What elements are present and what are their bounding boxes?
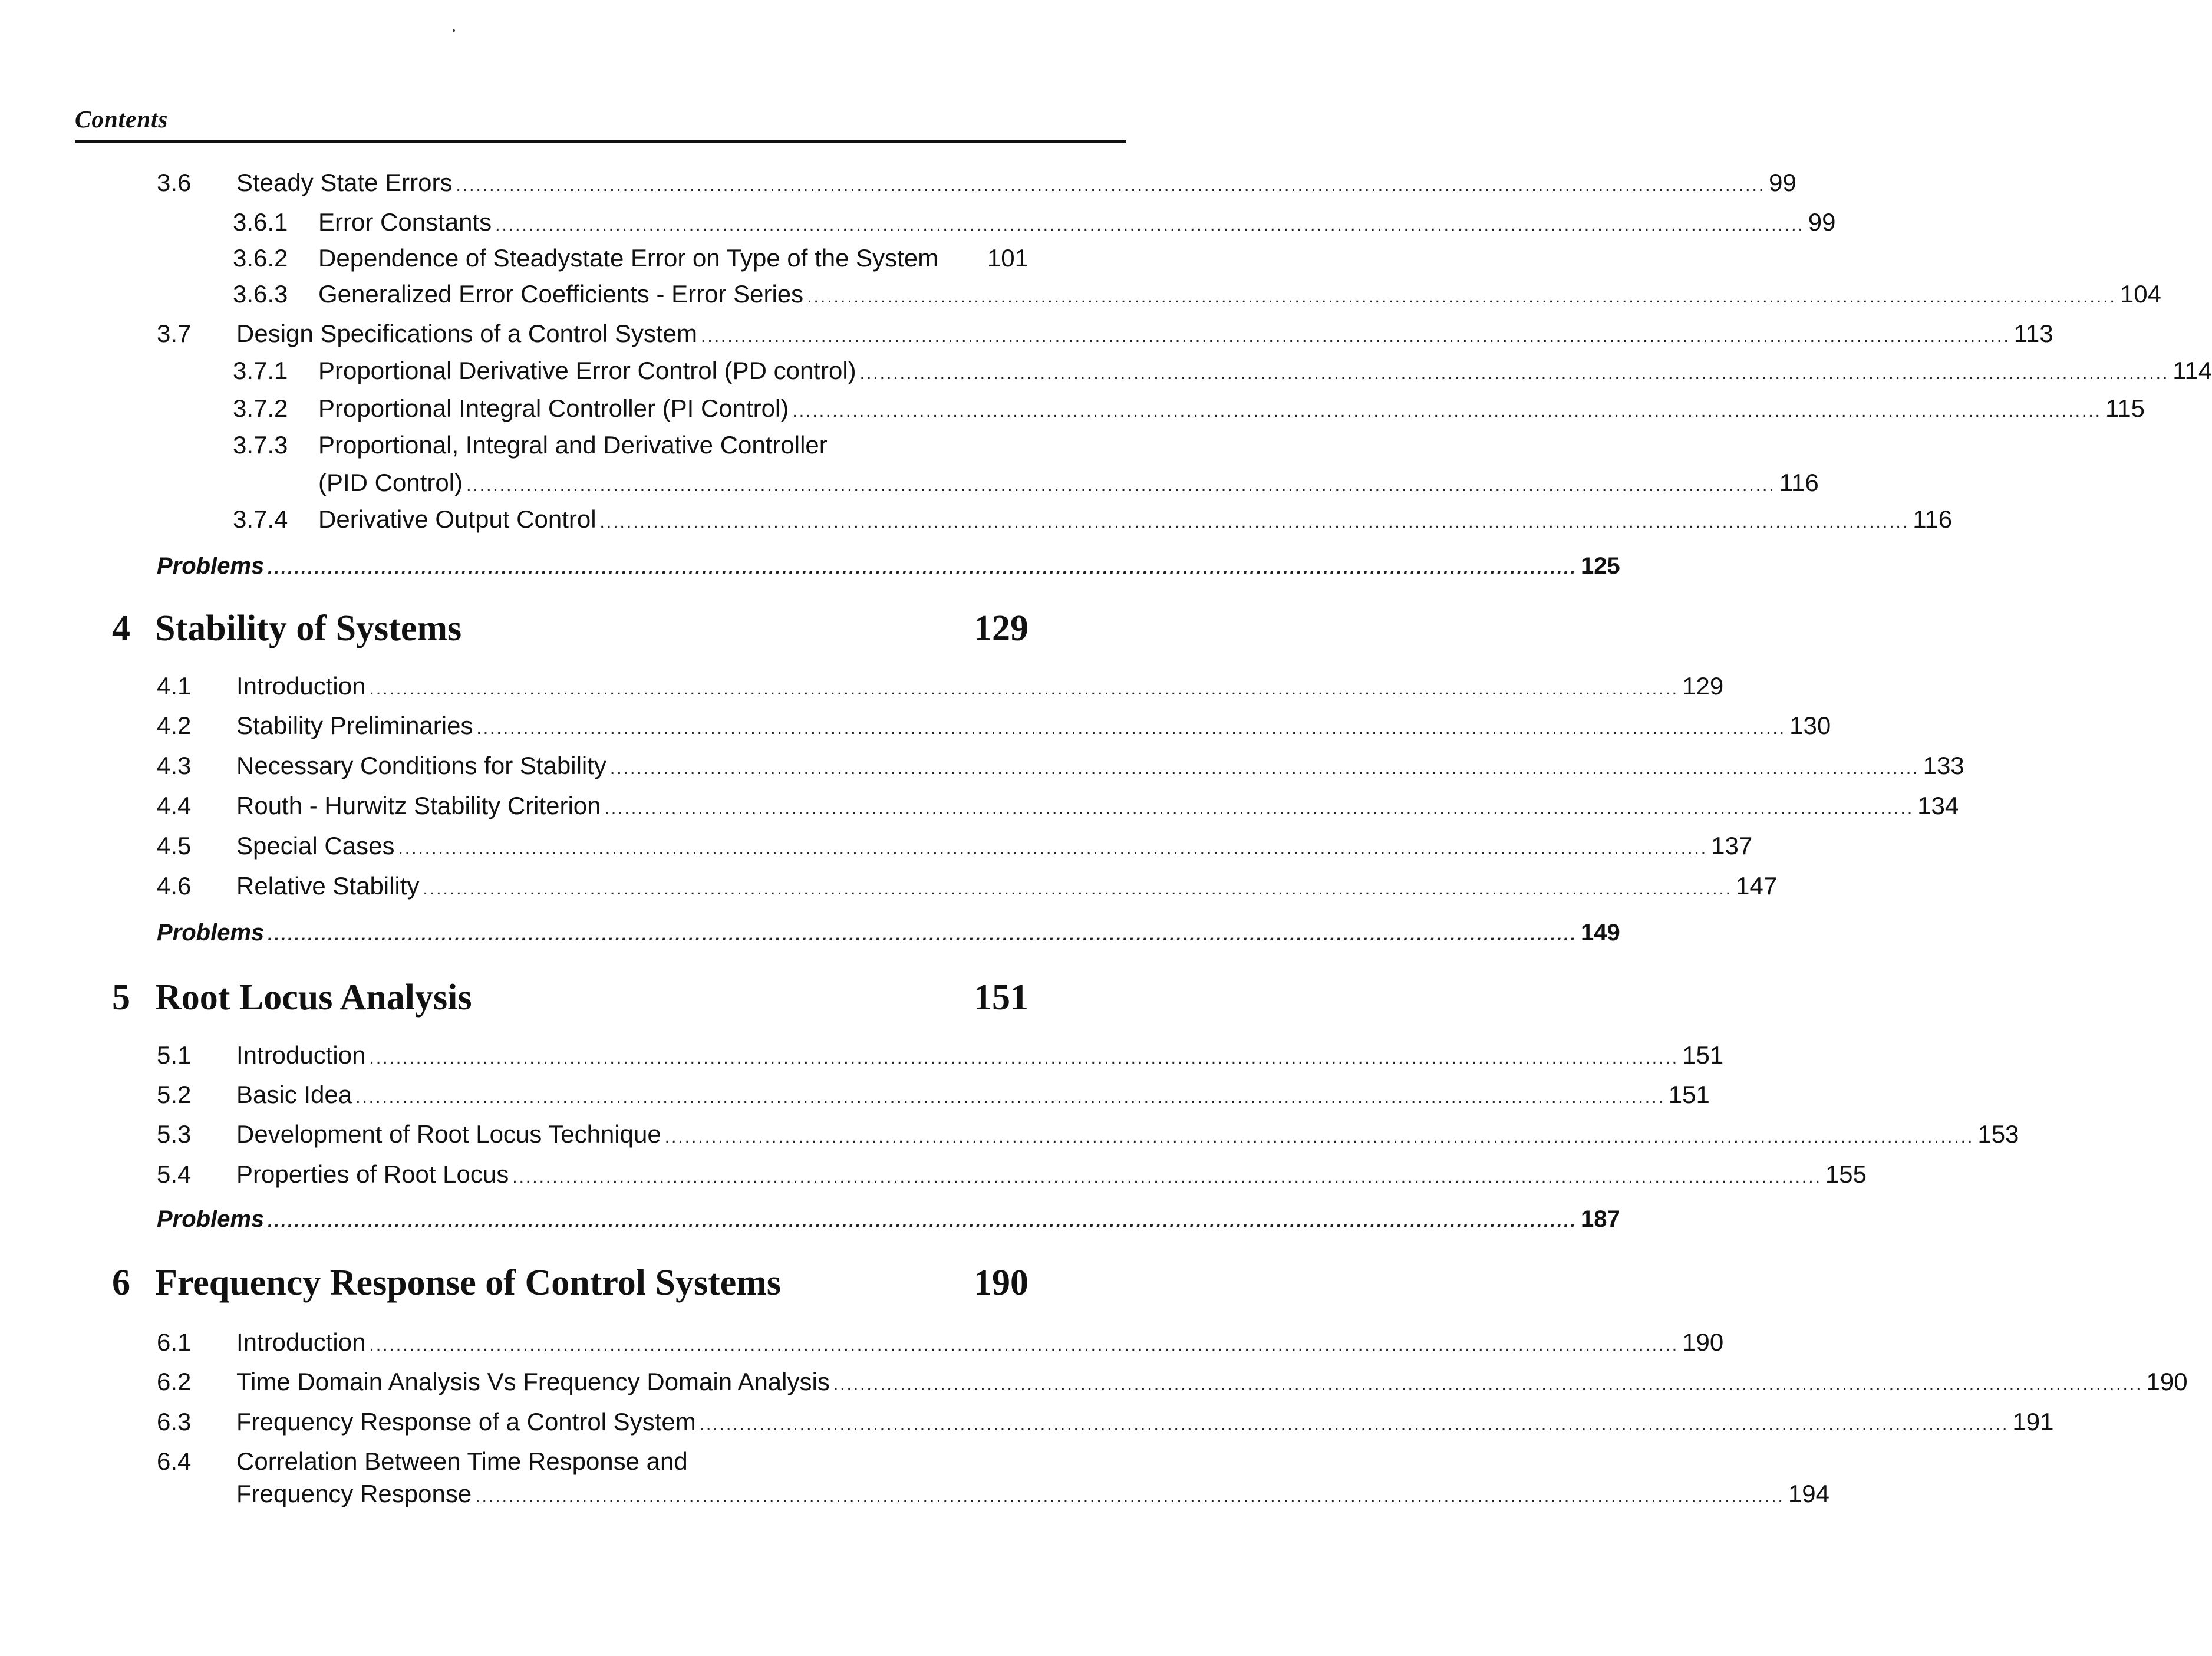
entry-number: 4.4	[157, 792, 192, 819]
leader-dots: ....................................................................................................................................................................................................	[268, 558, 1577, 578]
toc-entry-6-4-line2[interactable]	[236, 1477, 1829, 1513]
entry-title-continued: (PID Control)	[318, 469, 463, 496]
entry-title: Relative Stability	[236, 872, 420, 900]
entry-page: 194	[1788, 1480, 1829, 1507]
chapter-number: 5	[112, 977, 130, 1018]
leader-dots: ....................................................................................................................................................................................................	[268, 925, 1577, 944]
leader-dots: ....................................................................................................................................................................................................	[599, 512, 1910, 532]
leader-dots: ....................................................................................................................................................................................................	[423, 879, 1733, 898]
entry-number: 4.5	[157, 832, 192, 860]
leader-dots: ....................................................................................................................................................................................................	[398, 839, 1708, 858]
toc-entry-3-6-3[interactable]	[233, 278, 2161, 314]
chapter-page: 129	[974, 608, 1028, 648]
entry-title: Development of Root Locus Technique	[236, 1120, 661, 1148]
toc-entry-3-7-4[interactable]	[233, 503, 1953, 539]
entry-number: 3.7.1	[233, 357, 288, 384]
entry-title: Steady State Errors	[236, 169, 453, 196]
toc-entry-5-4[interactable]	[157, 1158, 1867, 1194]
entry-title: Time Domain Analysis Vs Frequency Domain Analysis	[236, 1368, 830, 1395]
entry-number: 3.6.3	[233, 280, 288, 308]
toc-entry-5-1[interactable]	[157, 1039, 1724, 1075]
entry-number: 3.6.1	[233, 208, 288, 236]
leader-dots: ....................................................................................................................................................................................................	[664, 1127, 1974, 1147]
toc-entry-5-2[interactable]	[157, 1078, 1710, 1114]
entry-title: Special Cases	[236, 832, 395, 860]
running-head: Contents	[75, 106, 169, 133]
leader-dots: ....................................................................................................................................................................................................	[369, 1048, 1679, 1068]
chapter-page: 151	[974, 977, 1028, 1018]
entry-title: Correlation Between Time Response and	[236, 1447, 688, 1475]
entry-title: Introduction	[236, 1328, 366, 1356]
entry-number: 5.3	[157, 1120, 192, 1148]
toc-entry-problems-3[interactable]	[157, 549, 1620, 585]
toc-entry-3-7-1[interactable]	[233, 354, 2212, 390]
chapter-title: Frequency Response of Control Systems	[155, 1263, 782, 1303]
entry-number: 6.4	[157, 1447, 192, 1475]
entry-number: 5.2	[157, 1081, 192, 1108]
chapter-number: 6	[112, 1263, 130, 1303]
leader-dots: ....................................................................................................................................................................................................	[495, 215, 1805, 235]
toc-entry-6-1[interactable]	[157, 1326, 1724, 1362]
entry-page: 149	[1580, 920, 1620, 946]
entry-number: 4.1	[157, 672, 192, 700]
entry-number: 6.2	[157, 1368, 192, 1395]
leader-dots: ....................................................................................................................................................................................................	[268, 1211, 1577, 1231]
leader-dots: ....................................................................................................................................................................................................	[859, 364, 2170, 383]
toc-entry-problems-5[interactable]	[157, 1203, 1620, 1238]
entry-title: Introduction	[236, 1041, 366, 1069]
entry-page: 191	[2012, 1408, 2054, 1436]
leader-dots: ....................................................................................................................................................................................................	[466, 476, 1776, 495]
entry-page: 116	[1913, 505, 1953, 533]
leader-dots: ....................................................................................................................................................................................................	[604, 799, 1914, 818]
toc-entry-3-7[interactable]	[157, 317, 2053, 353]
entry-page: 133	[1923, 752, 1964, 779]
entry-number: 6.3	[157, 1408, 192, 1436]
entry-number: 3.7	[157, 320, 192, 347]
chapter-number: 4	[112, 608, 130, 648]
chapter-heading-6[interactable]	[112, 1259, 1028, 1306]
chapter-heading-5[interactable]	[112, 974, 1028, 1021]
entry-title: Generalized Error Coefficients - Error Series	[318, 280, 804, 308]
entry-page: 101	[987, 244, 1028, 272]
toc-entry-3-6-2[interactable]	[233, 242, 1028, 275]
entry-title: Properties of Root Locus	[236, 1160, 509, 1188]
leader-dots: ....................................................................................................................................................................................................	[609, 759, 1920, 778]
entry-page: 99	[1808, 208, 1836, 236]
entry-page: 104	[2119, 280, 2161, 308]
chapter-title: Root Locus Analysis	[155, 977, 472, 1018]
entry-title: Stability Preliminaries	[236, 712, 473, 739]
leader-dots: ....................................................................................................................................................................................................	[355, 1088, 1665, 1107]
entry-number: 4.3	[157, 752, 192, 779]
entry-page: 129	[1682, 672, 1724, 700]
leader-dots: ....................................................................................................................................................................................................	[701, 327, 2010, 346]
leader-dots: ....................................................................................................................................................................................................	[699, 1415, 2009, 1434]
entry-title: Proportional, Integral and Derivative Controller	[318, 431, 828, 459]
entry-page: 153	[1977, 1120, 2019, 1148]
entry-page: 187	[1580, 1206, 1620, 1232]
toc-entry-4-1[interactable]	[157, 670, 1724, 706]
header-rule	[75, 140, 1126, 143]
leader-dots: ....................................................................................................................................................................................................	[792, 401, 2102, 421]
entry-page: 190	[1682, 1328, 1724, 1356]
entry-title: Problems	[157, 1206, 265, 1232]
toc-entry-6-2[interactable]	[157, 1365, 2188, 1401]
entry-page: 190	[2146, 1368, 2188, 1395]
entry-page: 115	[2105, 394, 2145, 422]
toc-entry-4-2[interactable]	[157, 709, 1831, 745]
entry-number: 3.6.2	[233, 244, 288, 272]
leader-dots: ....................................................................................................................................................................................................	[833, 1375, 2143, 1394]
entry-title: Basic Idea	[236, 1081, 352, 1108]
entry-page: 99	[1769, 169, 1796, 196]
scan-speck	[453, 29, 455, 32]
toc-entry-problems-4[interactable]	[157, 916, 1620, 952]
entry-page: 125	[1580, 553, 1620, 579]
entry-title: Proportional Derivative Error Control (PD control)	[318, 357, 856, 384]
toc-entry-6-4-line1[interactable]	[157, 1445, 1028, 1478]
toc-entry-4-4[interactable]	[157, 789, 1959, 825]
toc-entry-3-6-1[interactable]	[233, 206, 1836, 242]
toc-entry-3-7-3-line2[interactable]	[318, 466, 1819, 502]
entry-number: 3.7.2	[233, 394, 288, 422]
entry-number: 3.6	[157, 169, 192, 196]
toc-entry-4-6[interactable]	[157, 870, 1778, 906]
entry-title: Necessary Conditions for Stability	[236, 752, 606, 779]
leader-dots: ....................................................................................................................................................................................................	[807, 287, 2117, 307]
entry-page: 155	[1825, 1160, 1867, 1188]
chapter-page: 190	[974, 1263, 1028, 1303]
leader-dots: ....................................................................................................................................................................................................	[476, 719, 1786, 738]
entry-title: Problems	[157, 553, 265, 579]
toc-entry-4-5[interactable]	[157, 829, 1753, 865]
entry-number: 4.2	[157, 712, 192, 739]
leader-dots: ....................................................................................................................................................................................................	[475, 1487, 1785, 1506]
toc-entry-5-3[interactable]	[157, 1118, 2019, 1154]
entry-number: 5.4	[157, 1160, 192, 1188]
chapter-heading-4[interactable]	[112, 605, 1028, 652]
entry-title: Introduction	[236, 672, 366, 700]
toc-entry-3-7-2[interactable]	[233, 392, 2145, 428]
toc-entry-3-7-3-line1[interactable]	[233, 429, 1028, 462]
entry-number: 3.7.3	[233, 431, 288, 459]
toc-entry-6-3[interactable]	[157, 1405, 2054, 1441]
entry-title: Frequency Response of a Control System	[236, 1408, 696, 1436]
entry-page: 130	[1789, 712, 1831, 739]
entry-title: Proportional Integral Controller (PI Control)	[318, 394, 789, 422]
entry-title: Design Specifications of a Control System	[236, 320, 698, 347]
leader-dots: ....................................................................................................................................................................................................	[369, 1335, 1679, 1355]
entry-number: 3.7.4	[233, 505, 288, 533]
entry-page: 114	[2173, 357, 2212, 384]
toc-entry-3-6[interactable]	[157, 166, 1796, 202]
leader-dots: ....................................................................................................................................................................................................	[512, 1167, 1822, 1187]
entry-title: Error Constants	[318, 208, 492, 236]
leader-dots: ....................................................................................................................................................................................................	[369, 679, 1679, 699]
entry-page: 151	[1682, 1041, 1724, 1069]
leader-dots: ....................................................................................................................................................................................................	[456, 176, 1766, 195]
chapter-title: Stability of Systems	[155, 608, 462, 648]
entry-number: 6.1	[157, 1328, 192, 1356]
entry-page: 116	[1779, 469, 1819, 496]
entry-number: 5.1	[157, 1041, 192, 1069]
entry-title-continued: Frequency Response	[236, 1480, 472, 1507]
entry-title: Derivative Output Control	[318, 505, 596, 533]
toc-entry-4-3[interactable]	[157, 749, 1964, 785]
entry-page: 137	[1711, 832, 1753, 860]
entry-page: 134	[1917, 792, 1959, 819]
entry-title: Routh - Hurwitz Stability Criterion	[236, 792, 601, 819]
entry-page: 151	[1668, 1081, 1710, 1108]
entry-number: 4.6	[157, 872, 192, 900]
entry-page: 113	[2013, 320, 2053, 347]
entry-title: Problems	[157, 920, 265, 946]
entry-page: 147	[1736, 872, 1778, 900]
entry-title: Dependence of Steadystate Error on Type of the System	[318, 244, 939, 272]
